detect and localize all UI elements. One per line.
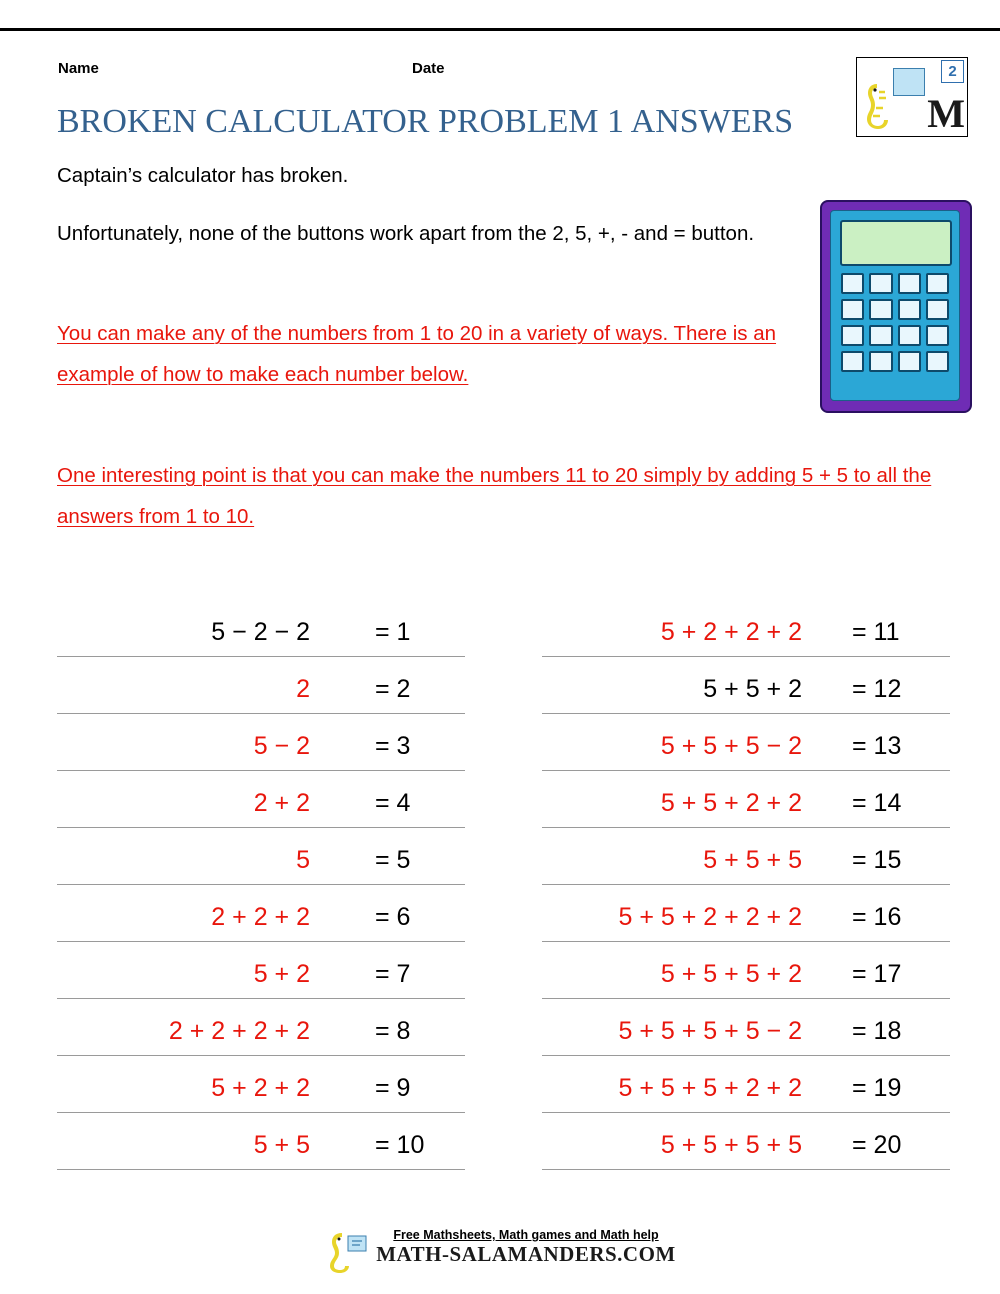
table-row [57, 771, 465, 828]
answer-result: = 16 [852, 903, 902, 931]
note-paragraph-1 [57, 313, 802, 395]
footer-tagline: Free Mathsheets, Math games and Math help [393, 1228, 659, 1242]
answer-expression: 5 + 5 [253, 1131, 310, 1159]
table-row [57, 714, 465, 771]
answer-expression: 5 + 5 + 2 + 2 + 2 [618, 903, 802, 931]
table-row [542, 771, 950, 828]
answer-result: = 18 [852, 1017, 902, 1045]
calculator-key [898, 299, 921, 320]
answer-result: = 13 [852, 732, 902, 760]
answer-result: = 3 [375, 732, 411, 760]
intro-paragraph-2: Unfortunately, none of the buttons work apart from the 2, 5, +, - and = button. [57, 222, 755, 245]
calculator-key [926, 273, 949, 294]
answer-expression: 5 − 2 − 2 [211, 618, 310, 646]
calculator-icon [820, 200, 972, 413]
salamander-icon [324, 1230, 370, 1274]
answer-expression: 5 + 2 [253, 960, 310, 988]
calculator-key [926, 299, 949, 320]
answer-result: = 20 [852, 1131, 902, 1159]
table-row [57, 885, 465, 942]
calculator-key [869, 299, 892, 320]
answer-expression: 5 + 5 + 5 [703, 846, 802, 874]
page-title: BROKEN CALCULATOR PROBLEM 1 ANSWERS [57, 103, 794, 140]
table-row [57, 828, 465, 885]
answer-expression: 5 + 5 + 5 + 5 − 2 [618, 1017, 802, 1045]
table-row [57, 1113, 465, 1170]
salamander-icon [863, 80, 897, 132]
calculator-key [841, 299, 864, 320]
note-paragraph-1-text: You can make any of the numbers from 1 to 20 in a variety of ways. There is an example of how to make each number below. [57, 322, 777, 386]
table-row [542, 657, 950, 714]
table-row [57, 600, 465, 657]
intro-paragraph-1: Captain’s calculator has broken. [57, 164, 349, 187]
note-paragraph-2-text: One interesting point is that you can make the numbers 11 to 20 simply by adding 5 + 5 to all the answers from 1 to 10. [57, 464, 932, 528]
calculator-key [898, 351, 921, 372]
calculator-key [898, 273, 921, 294]
table-row [542, 885, 950, 942]
table-row [542, 828, 950, 885]
answer-result: = 9 [375, 1074, 411, 1102]
calculator-keypad [841, 273, 949, 372]
answer-expression: 5 + 5 + 2 [703, 675, 802, 703]
answer-expression: 5 + 2 + 2 [211, 1074, 310, 1102]
answer-result: = 2 [375, 675, 411, 703]
answer-expression: 2 + 2 + 2 [211, 903, 310, 931]
answer-result: = 4 [375, 789, 411, 817]
calculator-key [869, 273, 892, 294]
note-paragraph-2 [57, 455, 937, 537]
calculator-screen [840, 220, 952, 266]
answer-result: = 6 [375, 903, 411, 931]
table-row [542, 942, 950, 999]
answer-expression: 5 + 2 + 2 + 2 [660, 618, 802, 646]
calculator-key [898, 325, 921, 346]
answer-result: = 7 [375, 960, 411, 988]
logo-wordmark: M [927, 91, 961, 136]
answers-column-right [542, 600, 950, 1170]
calculator-key [926, 351, 949, 372]
answer-expression: 2 [296, 675, 310, 703]
footer-site-name: MATH-SALAMANDERS.COM [376, 1242, 676, 1266]
answer-expression: 2 + 2 + 2 + 2 [168, 1017, 310, 1045]
table-row [542, 714, 950, 771]
calculator-key [926, 325, 949, 346]
table-row [57, 657, 465, 714]
name-label: Name [58, 60, 99, 77]
logo-level-number: 2 [941, 60, 964, 83]
calculator-key [841, 325, 864, 346]
table-row [542, 999, 950, 1056]
answer-expression: 5 + 5 + 5 + 2 [660, 960, 802, 988]
answer-expression: 5 + 5 + 5 − 2 [660, 732, 802, 760]
table-row [57, 999, 465, 1056]
answer-result: = 5 [375, 846, 411, 874]
table-row [57, 942, 465, 999]
calculator-face [830, 210, 960, 401]
table-row [542, 1056, 950, 1113]
answer-result: = 1 [375, 618, 411, 646]
calculator-key [841, 351, 864, 372]
answer-expression: 5 + 5 + 2 + 2 [660, 789, 802, 817]
answer-result: = 19 [852, 1074, 902, 1102]
calculator-key [869, 351, 892, 372]
answer-expression: 5 [296, 846, 310, 874]
date-label: Date [412, 60, 445, 77]
calculator-key [869, 325, 892, 346]
answer-expression: 5 − 2 [253, 732, 310, 760]
math-salamanders-logo [856, 57, 968, 137]
top-rule [0, 28, 1000, 31]
answer-expression: 5 + 5 + 5 + 2 + 2 [618, 1074, 802, 1102]
table-row [542, 600, 950, 657]
answer-result: = 11 [852, 618, 900, 646]
answer-result: = 15 [852, 846, 902, 874]
footer [0, 1228, 1000, 1267]
table-row [57, 1056, 465, 1113]
answer-result: = 8 [375, 1017, 411, 1045]
answer-result: = 10 [375, 1131, 425, 1159]
answer-result: = 12 [852, 675, 902, 703]
calculator-key [841, 273, 864, 294]
table-row [542, 1113, 950, 1170]
answer-expression: 2 + 2 [253, 789, 310, 817]
answer-expression: 5 + 5 + 5 + 5 [660, 1131, 802, 1159]
footer-brand [324, 1228, 676, 1267]
answer-result: = 17 [852, 960, 902, 988]
logo-whiteboard-icon [893, 68, 925, 96]
answer-result: = 14 [852, 789, 902, 817]
answers-column-left [57, 600, 465, 1170]
